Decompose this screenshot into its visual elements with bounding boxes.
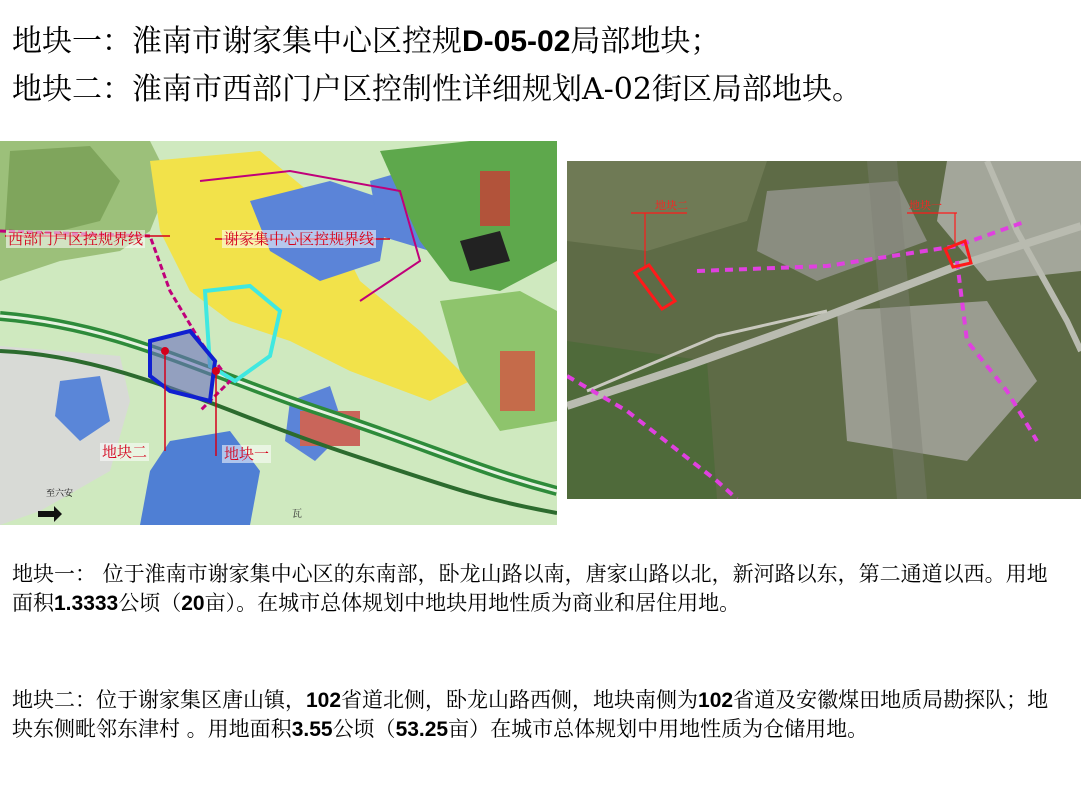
title-line-2-prefix: 地块二：: [12, 72, 132, 107]
label-west-boundary: 西部门户区控规界线: [8, 230, 144, 248]
label-plot-2-satellite: 地块二: [655, 199, 688, 212]
plot-2-desc-part3: 省道及安徽煤田地质局勘探队；地块东侧毗邻东津村 。用地面积: [12, 688, 1049, 741]
plot-2-description: [12, 686, 1068, 744]
satellite-map: [567, 161, 1081, 499]
title-line-1-suffix: 局部地块；: [570, 24, 721, 59]
title-line-1: [12, 22, 720, 62]
plot-2-desc-part2: 省道北侧，卧龙山路西侧，地块南侧为: [341, 688, 699, 712]
title-line-2: [12, 70, 862, 110]
plot-2-desc-part1: 地块二：位于谢家集区唐山镇，: [12, 688, 306, 712]
title-line-1-code: D-05-02: [462, 25, 571, 58]
plot-1-area-mu: 20: [181, 592, 205, 615]
plot-2-area-mu: 53.25: [395, 718, 449, 741]
plot-1-area-ha: 1.3333: [54, 592, 119, 615]
label-plot-2-map: 地块二: [102, 443, 148, 461]
plot-1-description: [12, 560, 1068, 618]
plot-2-desc-part4: 公顷（: [332, 717, 396, 741]
plot-2-road-a: 102: [306, 689, 342, 712]
label-to-luan: 至六安: [46, 489, 74, 499]
plot-2-road-b: 102: [698, 689, 734, 712]
plot-2-desc-part5: 亩）在城市总体规划中用地性质为仓储用地。: [448, 717, 869, 741]
planning-map-graphic: [0, 141, 557, 525]
plot-1-desc-part2: 公顷（: [118, 591, 182, 615]
label-xiejiaji-boundary: 谢家集中心区控规界线: [224, 230, 375, 248]
plot-2-area-ha: 3.55: [291, 718, 333, 741]
title-line-2-text: 淮南市西部门户区控制性详细规划A-02街区局部地块。: [132, 72, 862, 107]
label-plot-1-satellite: 地块一: [909, 199, 942, 212]
plot-1-desc-part3: 亩）。在城市总体规划中地块用地性质为商业和居住用地。: [204, 591, 741, 615]
satellite-map-graphic: [567, 161, 1081, 499]
planning-map: [0, 141, 557, 525]
title-line-1-prefix: 地块一：淮南市谢家集中心区控规: [12, 24, 462, 59]
plot-1-desc-part1: 地块一： 位于淮南市谢家集中心区的东南部，卧龙山路以南，唐家山路以北，新河路以东，第二通道以西。用地面积: [12, 562, 1048, 615]
label-wa: 瓦: [292, 509, 302, 520]
label-plot-1-map: 地块一: [224, 445, 270, 463]
